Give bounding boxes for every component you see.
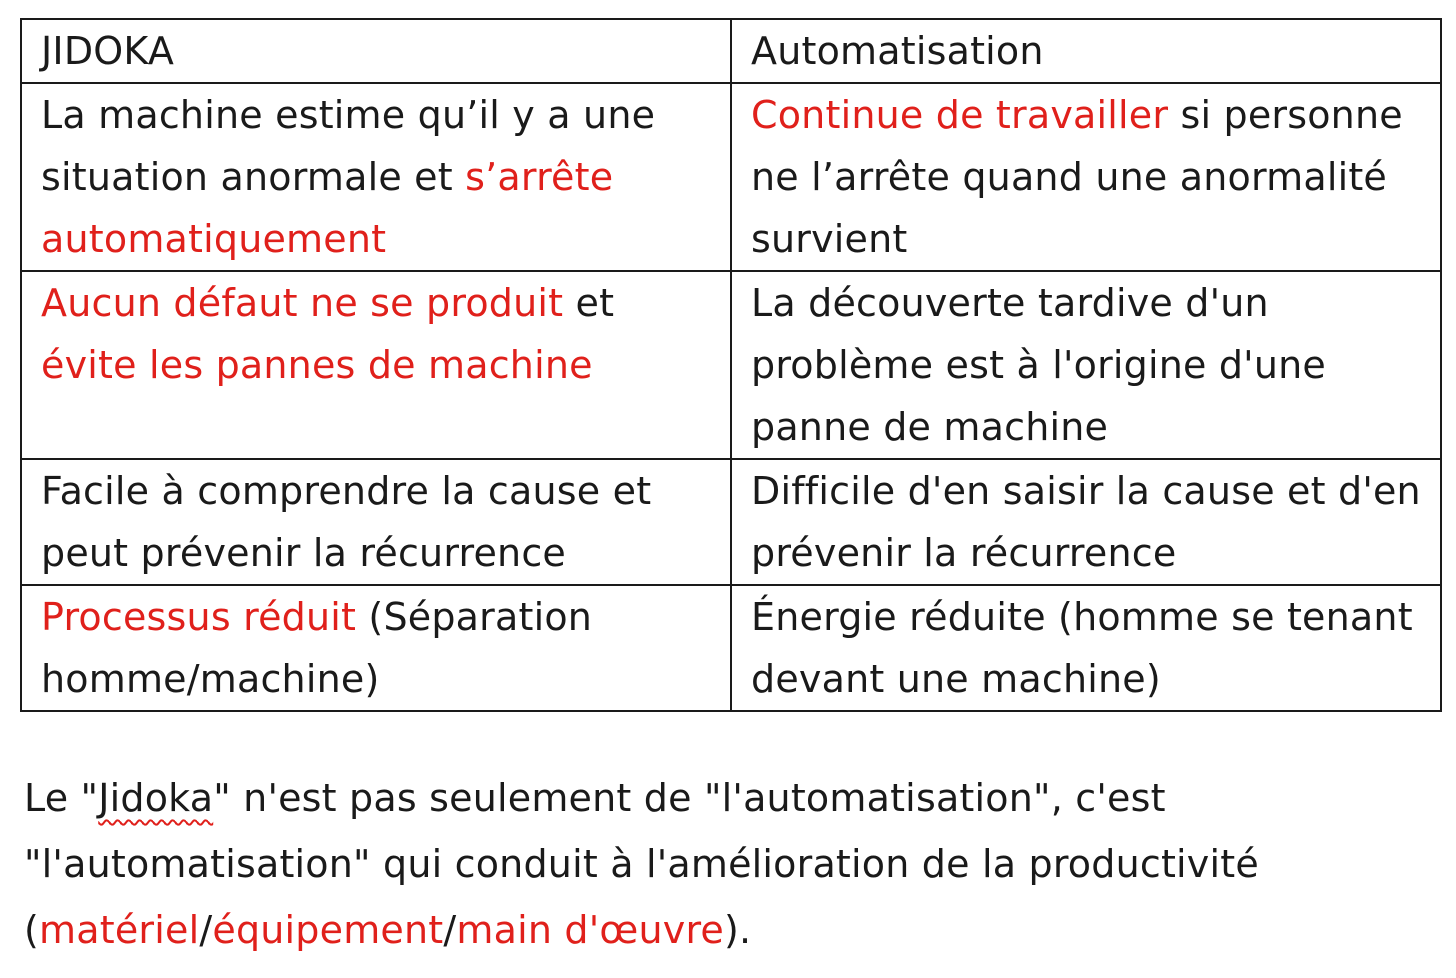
cell-text: et (563, 281, 615, 325)
table-cell (731, 83, 1441, 271)
highlighted-text: matériel (39, 908, 200, 952)
table-cell (21, 271, 731, 459)
paragraph-text: " n'est pas seulement de "l'automatisation", c'est "l'automatisation" qui conduit à l'amélioration de la productivité ( (24, 776, 1259, 952)
separator-text: / (443, 908, 457, 952)
table-row (21, 271, 1441, 459)
cell-text: (Séparation homme/machine) (41, 595, 593, 701)
paragraph-text: ). (724, 908, 752, 952)
highlighted-text: Aucun défaut ne se produit (41, 281, 564, 325)
comparison-table (20, 18, 1442, 712)
table-row (21, 459, 1441, 585)
table-cell (21, 459, 731, 585)
cell-text: si personne ne l’arrête quand une anormalité survient (751, 93, 1403, 261)
highlighted-text: main d'œuvre (456, 908, 725, 952)
cell-text: La machine estime qu’il y a une situation anormale et (41, 93, 656, 199)
table-cell (731, 271, 1441, 459)
highlighted-text: équipement (212, 908, 444, 952)
cell-text: Difficile d'en saisir la cause et d'en prévenir la récurrence (751, 469, 1421, 575)
table-cell (731, 459, 1441, 585)
highlighted-text: évite les pannes de machine (41, 343, 593, 387)
highlighted-text: Continue de travailler (751, 93, 1169, 137)
cell-text: Énergie réduite (homme se tenant devant une machine) (751, 595, 1413, 701)
table-cell (21, 585, 731, 711)
table-header-row (21, 19, 1441, 83)
highlighted-text: Processus réduit (41, 595, 357, 639)
table-row (21, 83, 1441, 271)
paragraph-text: Le " (24, 776, 99, 820)
cell-text: Facile à comprendre la cause et peut prévenir la récurrence (41, 469, 652, 575)
spellcheck-underlined-word: Jidoka (98, 776, 214, 820)
header-cell-jidoka: JIDOKA (21, 19, 731, 83)
table-cell (21, 83, 731, 271)
separator-text: / (199, 908, 213, 952)
summary-paragraph (24, 765, 1424, 963)
table-cell (731, 585, 1441, 711)
cell-text: La découverte tardive d'un problème est à l'origine d'une panne de machine (751, 281, 1326, 449)
header-cell-automatisation: Automatisation (731, 19, 1441, 83)
highlighted-text: s’arrête automatiquement (41, 155, 614, 261)
table-row (21, 585, 1441, 711)
